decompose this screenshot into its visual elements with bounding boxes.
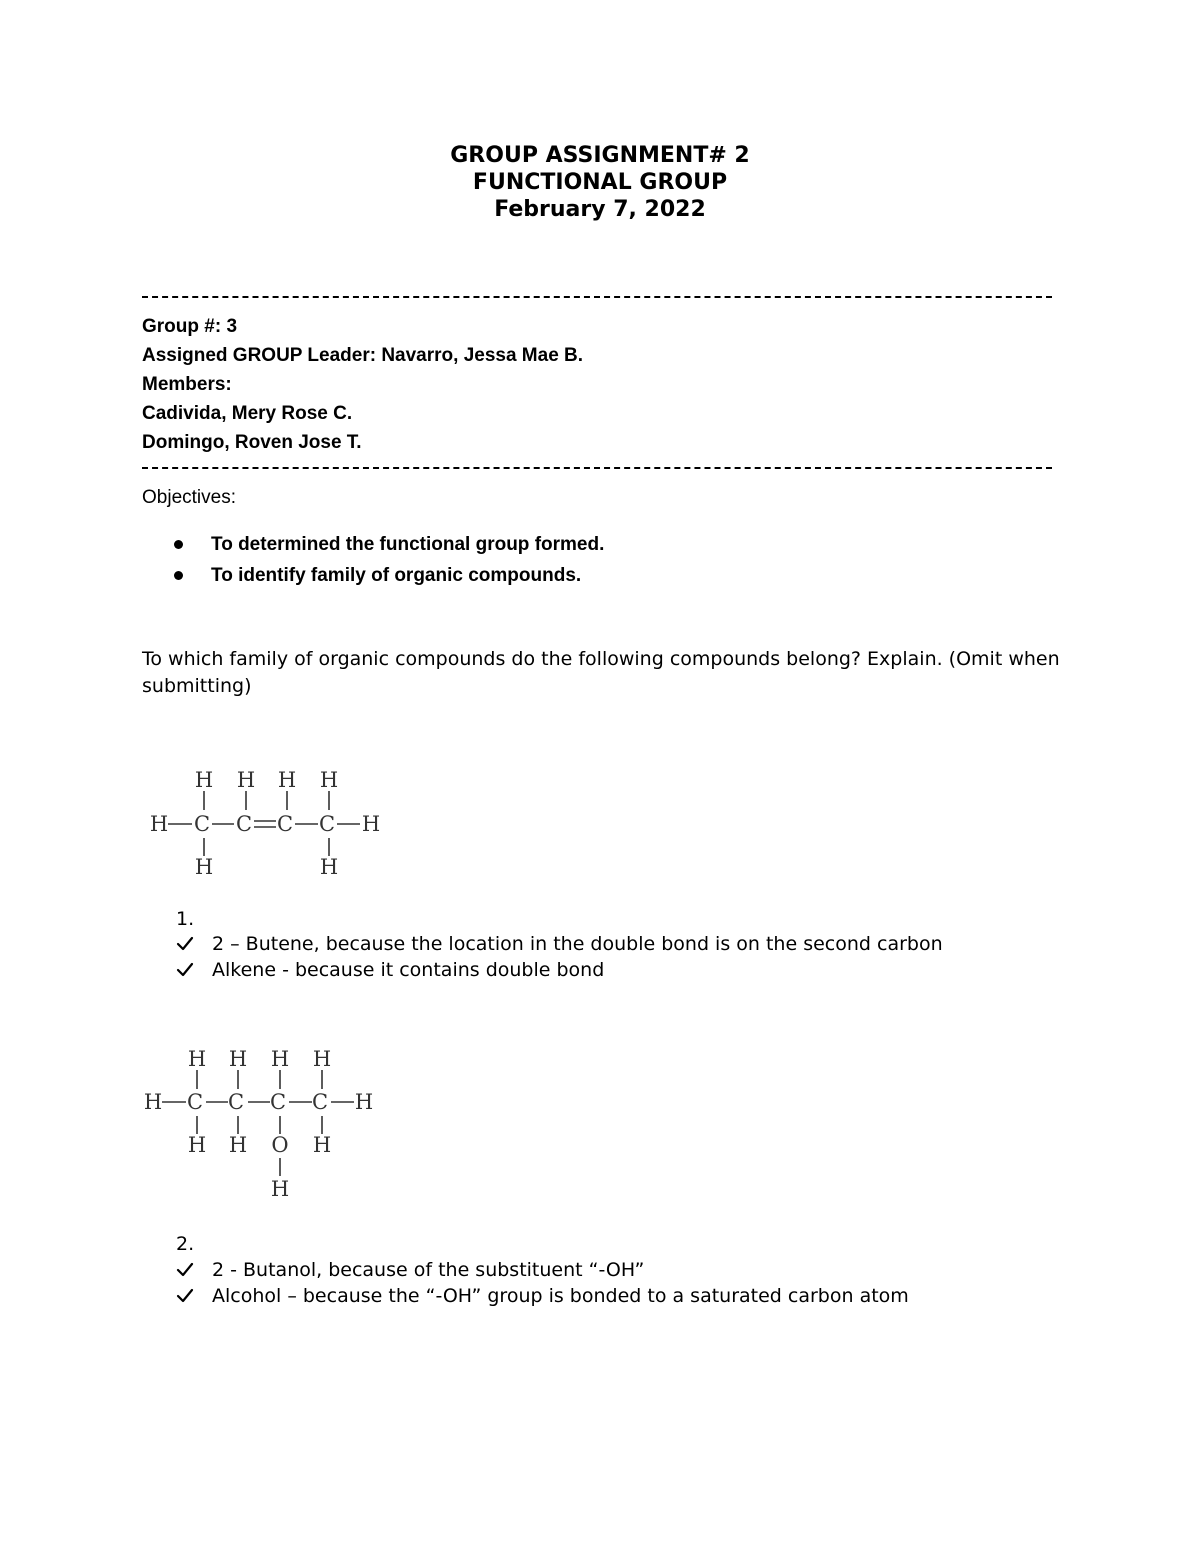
atom-h: H: [149, 812, 169, 836]
atom-o: O: [271, 1133, 289, 1157]
atom-h: H: [277, 768, 297, 792]
group-info: [142, 312, 583, 457]
atom-h: H: [187, 1133, 207, 1157]
atom-c: C: [318, 812, 336, 836]
group-number: Group #: 3: [142, 316, 238, 337]
atom-h: H: [319, 768, 339, 792]
objectives-label: Objectives:: [142, 487, 236, 508]
atom-h: H: [187, 1047, 207, 1071]
checkmark-icon: [176, 1261, 194, 1279]
structure-butene: [140, 760, 400, 889]
compound-number: 1.: [176, 908, 195, 930]
checkmark-icon: [176, 1287, 194, 1305]
bullet-icon: [174, 540, 183, 549]
answer-text: Alkene - because it contains double bond: [212, 959, 605, 981]
atom-c: C: [276, 812, 294, 836]
atom-c: C: [269, 1090, 287, 1114]
atom-h: H: [236, 768, 256, 792]
compound-number: 2.: [176, 1233, 195, 1255]
atom-c: C: [193, 812, 211, 836]
objective-text: To identify family of organic compounds.: [211, 565, 582, 586]
checkmark-icon: [176, 961, 194, 979]
butene-structure-drawing: [140, 760, 400, 885]
title-line-assignment: GROUP ASSIGNMENT# 2: [450, 143, 750, 168]
atom-h: H: [228, 1047, 248, 1071]
atom-c: C: [186, 1090, 204, 1114]
question-text: To which family of organic compounds do the following compounds belong? Explain. (Omit when submitting): [142, 648, 1060, 697]
atom-h: H: [312, 1133, 332, 1157]
atom-c: C: [235, 812, 253, 836]
answer-text: 2 – Butene, because the location in the double bond is on the second carbon: [212, 933, 943, 955]
atom-h: H: [270, 1047, 290, 1071]
atom-h: H: [143, 1090, 163, 1114]
separator-top: [142, 296, 1052, 300]
answer-text: Alcohol – because the “-OH” group is bonded to a saturated carbon atom: [212, 1285, 909, 1307]
bullet-icon: [174, 571, 183, 580]
atom-h: H: [270, 1177, 290, 1201]
atom-h: H: [228, 1133, 248, 1157]
title-line-date: February 7, 2022: [494, 197, 706, 222]
members-label: Members:: [142, 374, 232, 395]
atom-c: C: [227, 1090, 245, 1114]
butanol-structure-drawing: [134, 1040, 394, 1205]
group-leader: Assigned GROUP Leader: Navarro, Jessa Mae B.: [142, 345, 584, 366]
atom-h: H: [319, 855, 339, 879]
atom-h: H: [354, 1090, 374, 1114]
atom-c: C: [311, 1090, 329, 1114]
member-name: Domingo, Roven Jose T.: [142, 432, 362, 453]
checkmark-icon: [176, 935, 194, 953]
atom-h: H: [194, 855, 214, 879]
atom-h: H: [312, 1047, 332, 1071]
separator-bottom: [142, 467, 1052, 471]
title-line-topic: FUNCTIONAL GROUP: [472, 170, 728, 195]
member-name: Cadivida, Mery Rose C.: [142, 403, 353, 424]
structure-butanol: [134, 1040, 394, 1209]
objective-text: To determined the functional group formed.: [211, 534, 605, 555]
answer-text: 2 - Butanol, because of the substituent “-OH”: [212, 1259, 645, 1281]
atom-h: H: [361, 812, 381, 836]
atom-h: H: [194, 768, 214, 792]
document-title: [0, 142, 1200, 223]
